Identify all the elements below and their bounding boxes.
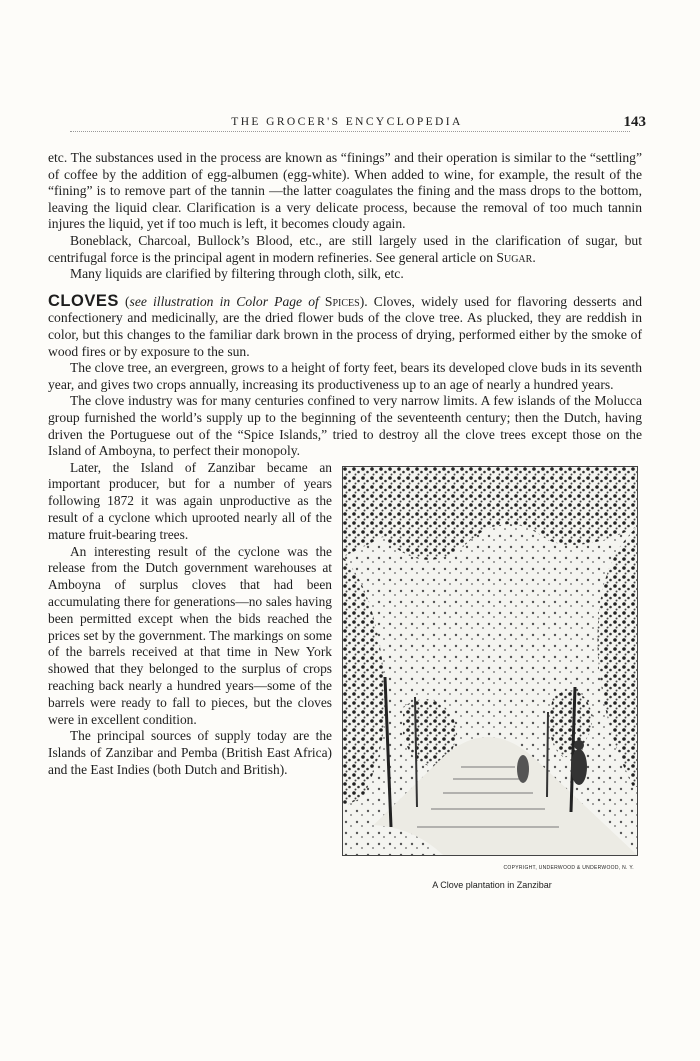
cloves-ref-close: ). bbox=[359, 293, 368, 309]
figure-caption: A Clove plantation in Zanzibar bbox=[432, 880, 552, 891]
clove-tree-paragraph: The clove tree, an evergreen, grows to a height of forty feet, bears its developed clove buds in its seventh year, and gives two crops annually, increasing its productiveness up to an age of nearly a hundred years. bbox=[48, 360, 642, 392]
running-title: THE GROCER'S ENCYCLOPEDIA bbox=[231, 116, 463, 128]
boneblack-period: . bbox=[532, 249, 536, 265]
header-rule bbox=[70, 131, 630, 132]
cyclone-paragraph: An interesting result of the cyclone was the release from the Dutch government warehouses at Amboyna of surplus cloves that had been accumulating there for generations—no sales having been permitted except when the bids reached the prices set by the government. The markings on some of the barrels received at that time in New York showed that they belonged to the surplus of crops reaching back nearly a hundred years—some of the barrels were ready to fall to pieces, but the cloves were in excellent condition. bbox=[48, 543, 332, 727]
clove-plantation-figure bbox=[342, 466, 642, 894]
lower-section bbox=[48, 459, 642, 891]
sugar-cross-reference: Sugar bbox=[496, 249, 533, 265]
clarification-paragraph: etc. The substances used in the process are known as “finings” and their operation is similar to the “settling” of coffee by the addition of egg-albumen (egg-white). When added to wine, for example, the result of the “fining” is to remove part of the tannin —the latter coagulates the fining and the mass drops to the bottom, leaving the liquid clear. Clarification is a very delicate process, because the removal of too much tannin injures the liquid, yet if too much is left, it becomes cloudy again. bbox=[48, 150, 642, 232]
cloves-headword: CLOVES bbox=[48, 291, 119, 310]
boneblack-text: Boneblack, Charcoal, Bullock’s Blood, etc., are still largely used in the clarification of sugar, but centrifugal force is the principal agent in modern refineries. See general article on bbox=[48, 232, 642, 265]
article-body bbox=[48, 150, 642, 891]
clove-plantation-photo bbox=[342, 466, 638, 856]
spices-cross-reference: Spices bbox=[324, 293, 360, 309]
plantation-illustration bbox=[343, 467, 637, 855]
cloves-ref-italic: see illustration in Color Page of bbox=[129, 293, 319, 309]
left-column bbox=[48, 460, 332, 779]
page-number: 143 bbox=[623, 114, 646, 130]
zanzibar-paragraph: Later, the Island of Zanzibar became an important producer, but for a number of years following 1872 it was again unproductive as the result of a cyclone which uprooted nearly all of the mature fruit-bearing trees. bbox=[48, 459, 332, 542]
clove-industry-paragraph: The clove industry was for many centuries confined to very narrow limits. A few islands of the Molucca group furnished the world’s supply up to the beginning of the seventeenth century; then the Dutch, having driven the Portuguese out of the “Spice Islands,” tried to destroy all the clove trees except those on the Island of Amboyna, to perfect their monopoly. bbox=[48, 393, 642, 459]
cloves-intro-text: Cloves, widely used for flavoring desserts and confectionery and medicinally, are the dried flower buds of the clove tree. As plucked, they are reddish in color, but this changes to the familiar dark brown in the process of drying, performed either by the smoke of wood fires or by exposure to the sun. bbox=[48, 293, 642, 359]
cloves-entry-intro bbox=[48, 293, 642, 360]
cloves-ref-open: ( bbox=[125, 293, 130, 309]
photo-copyright: COPYRIGHT, UNDERWOOD & UNDERWOOD, N. Y. bbox=[503, 864, 634, 871]
sources-paragraph: The principal sources of supply today are the Islands of Zanzibar and Pemba (British East Africa) and the East Indies (both Dutch and British). bbox=[48, 728, 332, 778]
filtering-paragraph: Many liquids are clarified by filtering through cloth, silk, etc. bbox=[70, 266, 404, 282]
boneblack-paragraph bbox=[48, 233, 642, 266]
